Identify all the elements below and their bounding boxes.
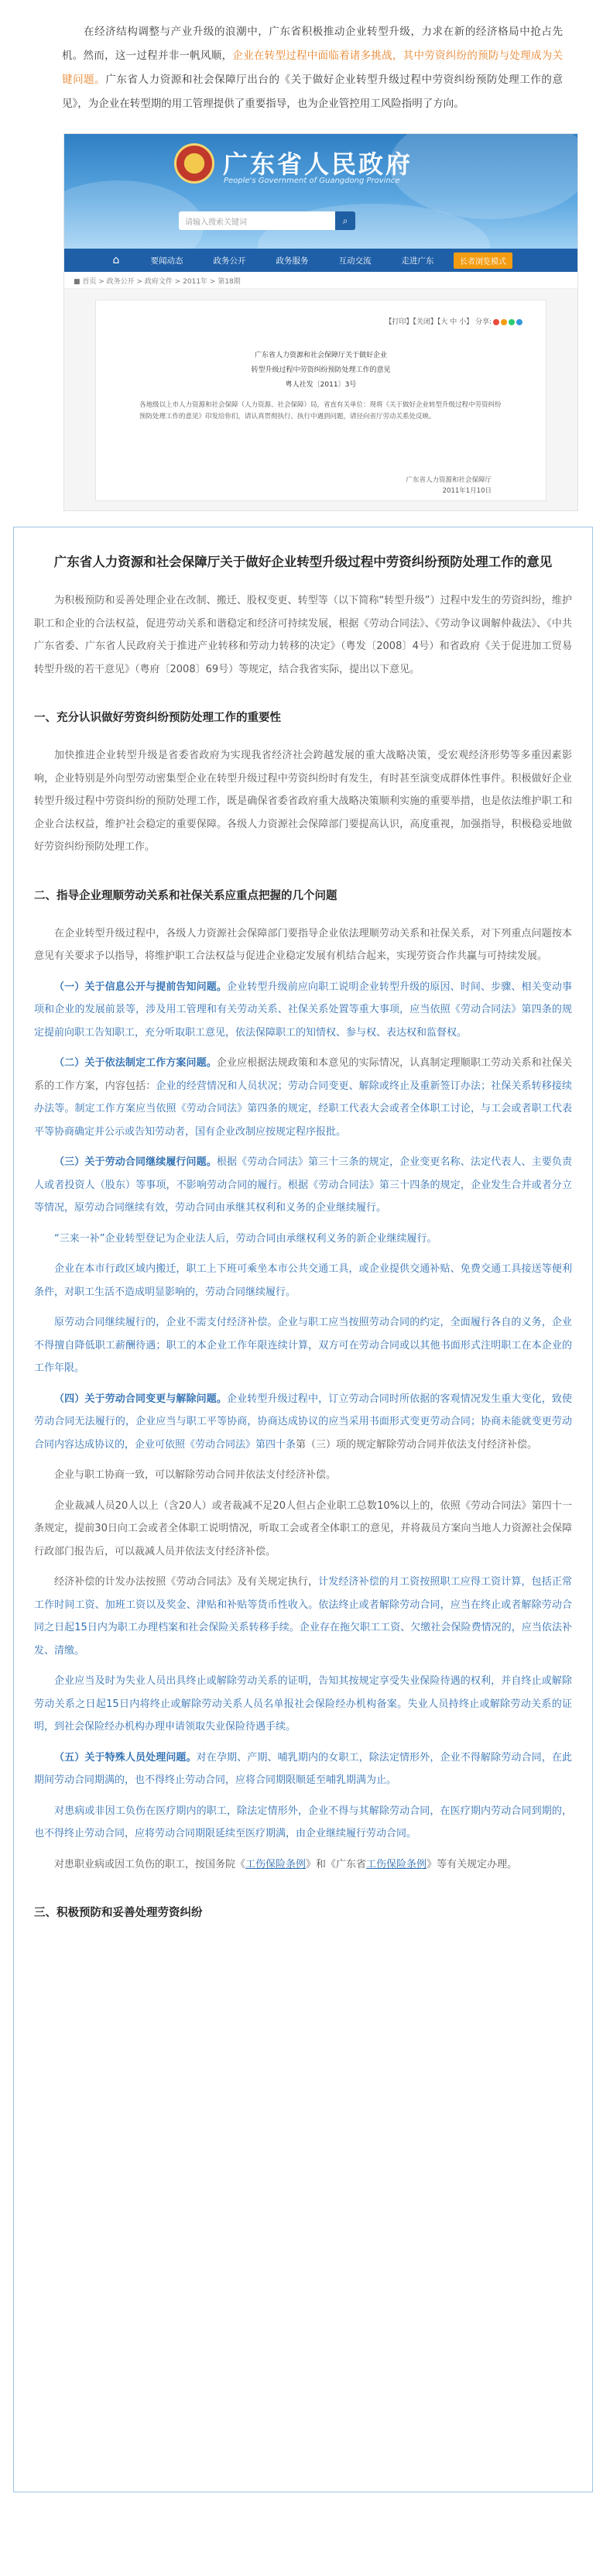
intro-highlight: 企业在转型过程中面临着诸多挑战，其中劳资纠纷的预防与处理成为关键问题。 — [62, 50, 564, 86]
point-2-body-highlight: 企业的经营情况和人员状况；劳动合同变更、解除或终止及重新签订办法；社保关系转移接续办法等。制定工作方案应当依照《劳动合同法》第四条 — [34, 1080, 572, 1115]
point-5-p3-b: 》和《广东省 — [306, 1858, 367, 1870]
main-nav — [64, 249, 577, 272]
share-icon[interactable] — [501, 319, 507, 325]
gov-website-screenshot — [63, 133, 578, 511]
share-icon[interactable] — [516, 319, 522, 325]
point-3 — [14, 1151, 592, 1220]
regulation-link[interactable]: 工伤保险条例 — [366, 1858, 427, 1870]
point-2-heading: （二）关于依法制定工作方案问题。 — [54, 1057, 217, 1069]
point-5-paragraph-3 — [14, 1853, 592, 1877]
regulation-link[interactable]: 工伤保险条例 — [245, 1858, 307, 1870]
home-icon[interactable]: ⌂ — [112, 254, 120, 266]
point-3-paragraph-4: 原劳动合同继续履行的，企业不需支付经济补偿。企业与职工应当按照劳动合同的约定，全面履行各自的义务，企业不得擅自降低职工薪酬待遇；职工的本企业工作年限连续计算，双方可在劳动合同或以其他书面形式注明职工在本企业的工作年限。 — [34, 1317, 572, 1374]
search-input[interactable]: 请输入搜索关键词 — [179, 211, 341, 230]
document-body: 各地级以上市人力资源和社会保障（人力资源、社会保障）局，省直有关单位：现将《关于做好企业转型升级过程中劳资纠纷预防处理工作的意见》印发给你们，请认真贯彻执行。执行中遇到问题，请径向省厅劳动关系处反映。 — [139, 401, 502, 421]
point-5-p3-a: 对患职业病或因工负伤的职工，按国务院《 — [54, 1858, 246, 1870]
point-1-heading: （一）关于信息公开与提前告知问题。 — [54, 981, 228, 993]
point-2-body-tail: 的规定，经职工代表大会或者全体职工讨论，与工会或者职工代表平等协商确定并公示或告知劳动者，国有企业改制应按规定程序报批。 — [34, 1103, 572, 1138]
gov-banner — [64, 134, 577, 249]
section2-intro: 在企业转型升级过程中，各级人力资源社会保障部门要指导企业依法理顺劳动关系和社保关系，对下列重点问题按本意见有关要求予以指导，将维护职工合法权益与促进企业稳定发展有机结合起来，实现劳资合作共赢与可持续发展。 — [34, 927, 572, 962]
article-box — [13, 527, 593, 2492]
point-4-p3-tail: 规定，提前30日向工会或者全体职工说明情况，听取工会或者全体职工的意见，并将裁员方案向当地人力资源社会保障行政部门报告后，可以裁减人员并依法支付经济补偿。 — [34, 1523, 572, 1558]
nav-item-open-gov[interactable]: 政务公开 — [213, 256, 246, 266]
share-icon[interactable] — [493, 319, 499, 325]
point-5 — [14, 1747, 592, 1792]
nav-item-news[interactable]: 要闻动态 — [150, 256, 183, 266]
document-number: 粤人社发〔2011〕3号 — [285, 381, 357, 389]
document-tools[interactable] — [385, 316, 522, 326]
point-4 — [14, 1388, 592, 1457]
point-4-p4-end: 企业存在拖欠职工工资、欠缴社会保险费情况的，应当依法补发、清缴。 — [34, 1622, 572, 1657]
intro-text-2: 广东省人力资源和社会保障厅出台的《关于做好企业转型升级过程中劳资纠纷预防处理工作的意见》，为企业在转型期的用工管理提供了重要指导，也为企业管控用工风险指明了方向。 — [62, 74, 564, 110]
document-title-line: 广东省人力资源和社会保障厅关于做好企业 — [254, 352, 387, 359]
document-heading — [96, 349, 546, 393]
article-title: 广东省人力资源和社会保障厅关于做好企业转型升级过程中劳资纠纷预防处理工作的意见 — [53, 555, 553, 569]
point-5-paragraph-2: 对患病或非因工负伤在医疗期内的职工，除法定情形外，企业不得与其解除劳动合同，在医疗期内劳动合同到期的，也不得终止劳动合同，应将劳动合同期限延续至医疗期满，由企业继续履行劳动合同。 — [34, 1805, 572, 1839]
section-heading-3: 三、积极预防和妥善处理劳资纠纷 — [34, 1907, 203, 1919]
article-preface: 为积极预防和妥善处理企业在改制、搬迁、股权变更、转型等（以下简称“转型升级”）过程中发生的劳资纠纷，维护职工和企业的合法权益，促进劳动关系和谐稳定和经济可持续发展，根据《劳动合同法》、《劳动争议调解仲裁法》、《中共广东省委、广东省人民政府关于推进产业转移和劳动力转移的决定》（粤发〔2008〕4号）和省政府《关于促进加工贸易转型升级的若干意见》（粤府〔2008〕69号）等规定，结合我省实际，提出以下意见。 — [34, 595, 572, 675]
site-title: 广东省人民政府 — [223, 149, 413, 179]
search-icon[interactable]: ⌕ — [335, 211, 355, 230]
point-2 — [14, 1052, 592, 1143]
national-emblem-icon — [174, 143, 214, 184]
point-4-paragraph-2: 企业与职工协商一致，可以解除劳动合同并依法支付经济补偿。 — [54, 1469, 337, 1481]
point-3-paragraph-3: 企业在本市行政区域内搬迁，职工上下班可乘坐本市公共交通工具，或企业提供交通补贴、免费交通工具接送等便利条件，对职工生活不造成明显影响的，劳动合同继续履行。 — [34, 1263, 572, 1298]
point-4-body-tail: 第（三）项的规定解除劳动合同并依法支付经济补偿。 — [296, 1438, 538, 1451]
site-subtitle: People's Government of Guangdong Province — [224, 177, 400, 185]
point-2-body: 企业应根据法规政策和本意见的实际情况，认真制定理顺职工劳动关系和社保关系的工作方案，内容包括： — [34, 1057, 572, 1092]
point-4-paragraph-4 — [14, 1571, 592, 1662]
share-icon[interactable] — [509, 319, 515, 325]
document-card — [95, 300, 546, 501]
point-4-p3-text: 企业裁减人员20人以上（含20人）或者裁减不足20人但占企业职工总数10%以上的，依照《劳动合同法》第四十一条 — [34, 1499, 572, 1534]
point-3-body: 根据《劳动合同法》第三十三条的规定，企业变更名称、法定代表人、主要负责人或者投资人（股东）等事项，不影响劳动合同的履行。根据《劳动合同法》第三十四条的规定，企业发生合并或者分立等情况，原劳动合同继续有效，劳动合同由承继其权利和义务的企业继续履行。 — [34, 1156, 572, 1214]
section-heading-2: 二、指导企业理顺劳动关系和社保关系应重点把握的几个问题 — [34, 889, 337, 902]
nav-item-guangdong[interactable]: 走进广东 — [401, 256, 434, 266]
signature-date: 2011年1月10日 — [442, 487, 492, 495]
point-4-heading: （四）关于劳动合同变更与解除问题。 — [54, 1393, 228, 1405]
point-3-heading: （三）关于劳动合同继续履行问题。 — [54, 1156, 217, 1168]
point-4-p4-text: 经济补偿的计发办法按照《劳动合同法》及有关规定执行， — [54, 1576, 319, 1588]
point-1-body: 企业转型升级前应向职工说明企业转型升级的原因、时间、步骤、相关变动事项和企业的发展前景等，涉及用工管理和有关劳动关系、社保关系处置等重大事项，应当依照《劳动合同法》第四条的规定提前向职工告知职工，充分听取职工意见，依法保障职工的知情权、参与权、表达权和监督权。 — [34, 981, 572, 1039]
section-heading-1: 一、充分认识做好劳资纠纷预防处理工作的重要性 — [34, 712, 281, 724]
intro-text-1: 在经济结构调整与产业升级的浪潮中，广东省积极推动企业转型升级，力求在新的经济格局中抢占先机。然而，这一过程并非一帆风顺， — [62, 26, 563, 62]
document-signature — [406, 475, 492, 496]
point-4-body: 企业转型升级过程中，订立劳动合同时所依据的客观情况发生重大变化，致使劳动合同无法履行的，企业应当与职工平等协商，协商达成协议的应当采用书面形式变更劳动合同；协商未能就变更劳动合同内容达成协议的，企业可依照《劳动合同法》第四十条 — [34, 1393, 572, 1451]
point-5-heading: （五）关于特殊人员处理问题。 — [54, 1751, 197, 1764]
intro-paragraph — [0, 0, 603, 133]
point-3-paragraph-2: “三来一补”企业转型登记为企业法人后，劳动合同由承继权利义务的新企业继续履行。 — [54, 1232, 437, 1245]
point-4-paragraph-5: 企业应当及时为失业人员出具终止或解除劳动关系的证明，告知其按规定享受失业保险待遇的权利，并自终止或解除劳动关系之日起15日内将终止或解除劳动关系人员名单报社会保险经办机构备案。失业人员持终止或解除劳动关系的证明，到社会保险经办机构办理申请领取失业保险待遇手续。 — [34, 1675, 572, 1733]
document-tools-text[interactable]: 【打印】【关闭】【大 中 小】 分享: — [385, 318, 492, 326]
point-4-paragraph-3 — [14, 1495, 592, 1564]
nav-item-interaction[interactable]: 互动交流 — [338, 256, 372, 266]
point-5-p3-c: 》等有关规定办理。 — [427, 1858, 518, 1870]
point-1 — [14, 976, 592, 1045]
point-5-body: 对在孕期、产期、哺乳期内的女职工，除法定情形外，企业不得解除劳动合同，在此期间劳动合同期满的，也不得终止劳动合同，应将合同期限顺延至哺乳期满为止。 — [34, 1751, 572, 1786]
elder-mode-button[interactable]: 长者浏览模式 — [454, 252, 512, 269]
section1-paragraph: 加快推进企业转型升级是省委省政府为实现我省经济社会跨越发展的重大战略决策，受宏观经济形势等多重因素影响，企业特别是外向型劳动密集型企业在转型升级过程中劳资纠纷时有发生，有时甚至演变成群体性事件。积极做好企业转型升级过程中劳资纠纷的预防处理工作，既是确保省委省政府重大战略决策顺利实施的重要举措，也是依法维护职工和企业合法权益，维护社会稳定的重要保障。各级人力资源社会保障部门要提高认识，高度重视，加强指导，积极稳妥地做好劳资纠纷预防处理工作。 — [34, 750, 572, 853]
signature-org: 广东省人力资源和社会保障厅 — [406, 476, 492, 484]
nav-item-services[interactable]: 政务服务 — [276, 256, 309, 266]
document-title-line: 转型升级过程中劳资纠纷预防处理工作的意见 — [251, 366, 391, 374]
breadcrumb[interactable]: ■ 首页 > 政务公开 > 政府文件 > 2011年 > 第18期 — [64, 272, 577, 289]
point-4-p4-highlight: 计发经济补偿的月工资按照职工应得工资计算，包括正常工作时间工资、加班工资以及奖金、津贴和补贴等货币性收入。依法终止或者解除劳动合同，应当在终止或者解除劳动合同之日起15日内为职工办理档案和社会保险关系转移手续。 — [34, 1576, 572, 1633]
